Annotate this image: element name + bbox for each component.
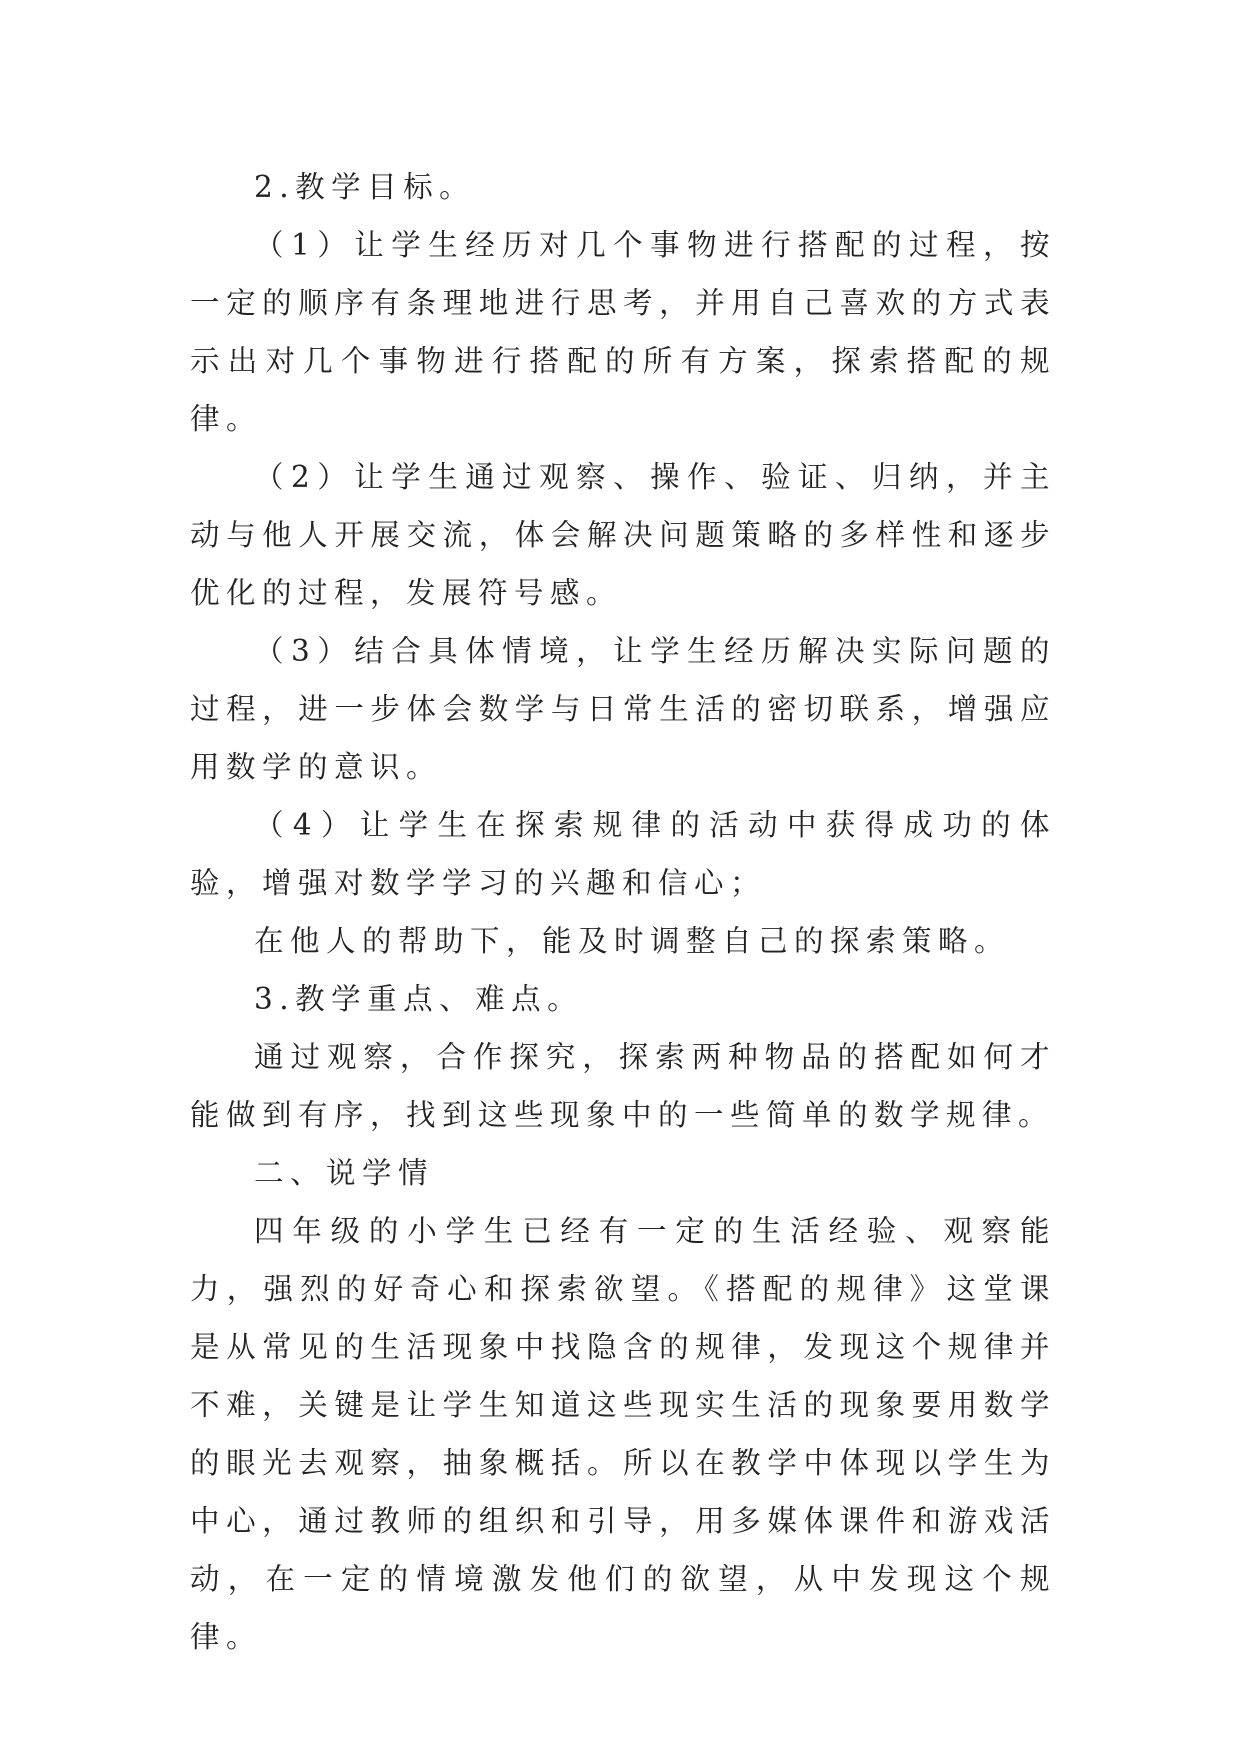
goal-item-2: （2）让学生通过观察、操作、验证、归纳，并主动与他人开展交流，体会解决问题策略的多样性和逐步优化的过程，发展符号感。 <box>190 460 1056 610</box>
student-analysis-paragraph: 四年级的小学生已经有一定的生活经验、观察能力，强烈的好奇心和探索欲望。《搭配的规律》这堂课是从常见的生活现象中找隐含的规律，发现这个规律并不难，关键是让学生知道这些现实生活的现象要用数学的眼光去观察，抽象概括。所以在教学中体现以学生为中心，通过教师的组织和引导，用多媒体课件和游戏活动，在一定的情境激发他们的欲望，从中发现这个规律。 <box>190 1214 1056 1654</box>
goal-item-4-continued: 在他人的帮助下，能及时调整自己的探索策略。 <box>254 924 1011 958</box>
goal-item-3: （3）结合具体情境，让学生经历解决实际问题的过程，进一步体会数学与日常生活的密切联系，增强应用数学的意识。 <box>190 634 1056 784</box>
key-points-paragraph: 通过观察，合作探究，探索两种物品的搭配如何才能做到有序，找到这些现象中的一些简单的数学规律。 <box>190 1040 1056 1132</box>
goal-item-4: （4）让学生在探索规律的活动中获得成功的体验，增强对数学学习的兴趣和信心； <box>190 808 1056 900</box>
section-heading-student-analysis: 二、说学情 <box>254 1156 435 1190</box>
document-page <box>190 158 1056 1666</box>
goal-item-1: （1）让学生经历对几个事物进行搭配的过程，按一定的顺序有条理地进行思考，并用自己喜欢的方式表示出对几个事物进行搭配的所有方案，探索搭配的规律。 <box>190 228 1056 436</box>
section-heading-key-points: 3.教学重点、难点。 <box>254 982 584 1016</box>
section-heading-teaching-goals: 2.教学目标。 <box>254 170 476 204</box>
